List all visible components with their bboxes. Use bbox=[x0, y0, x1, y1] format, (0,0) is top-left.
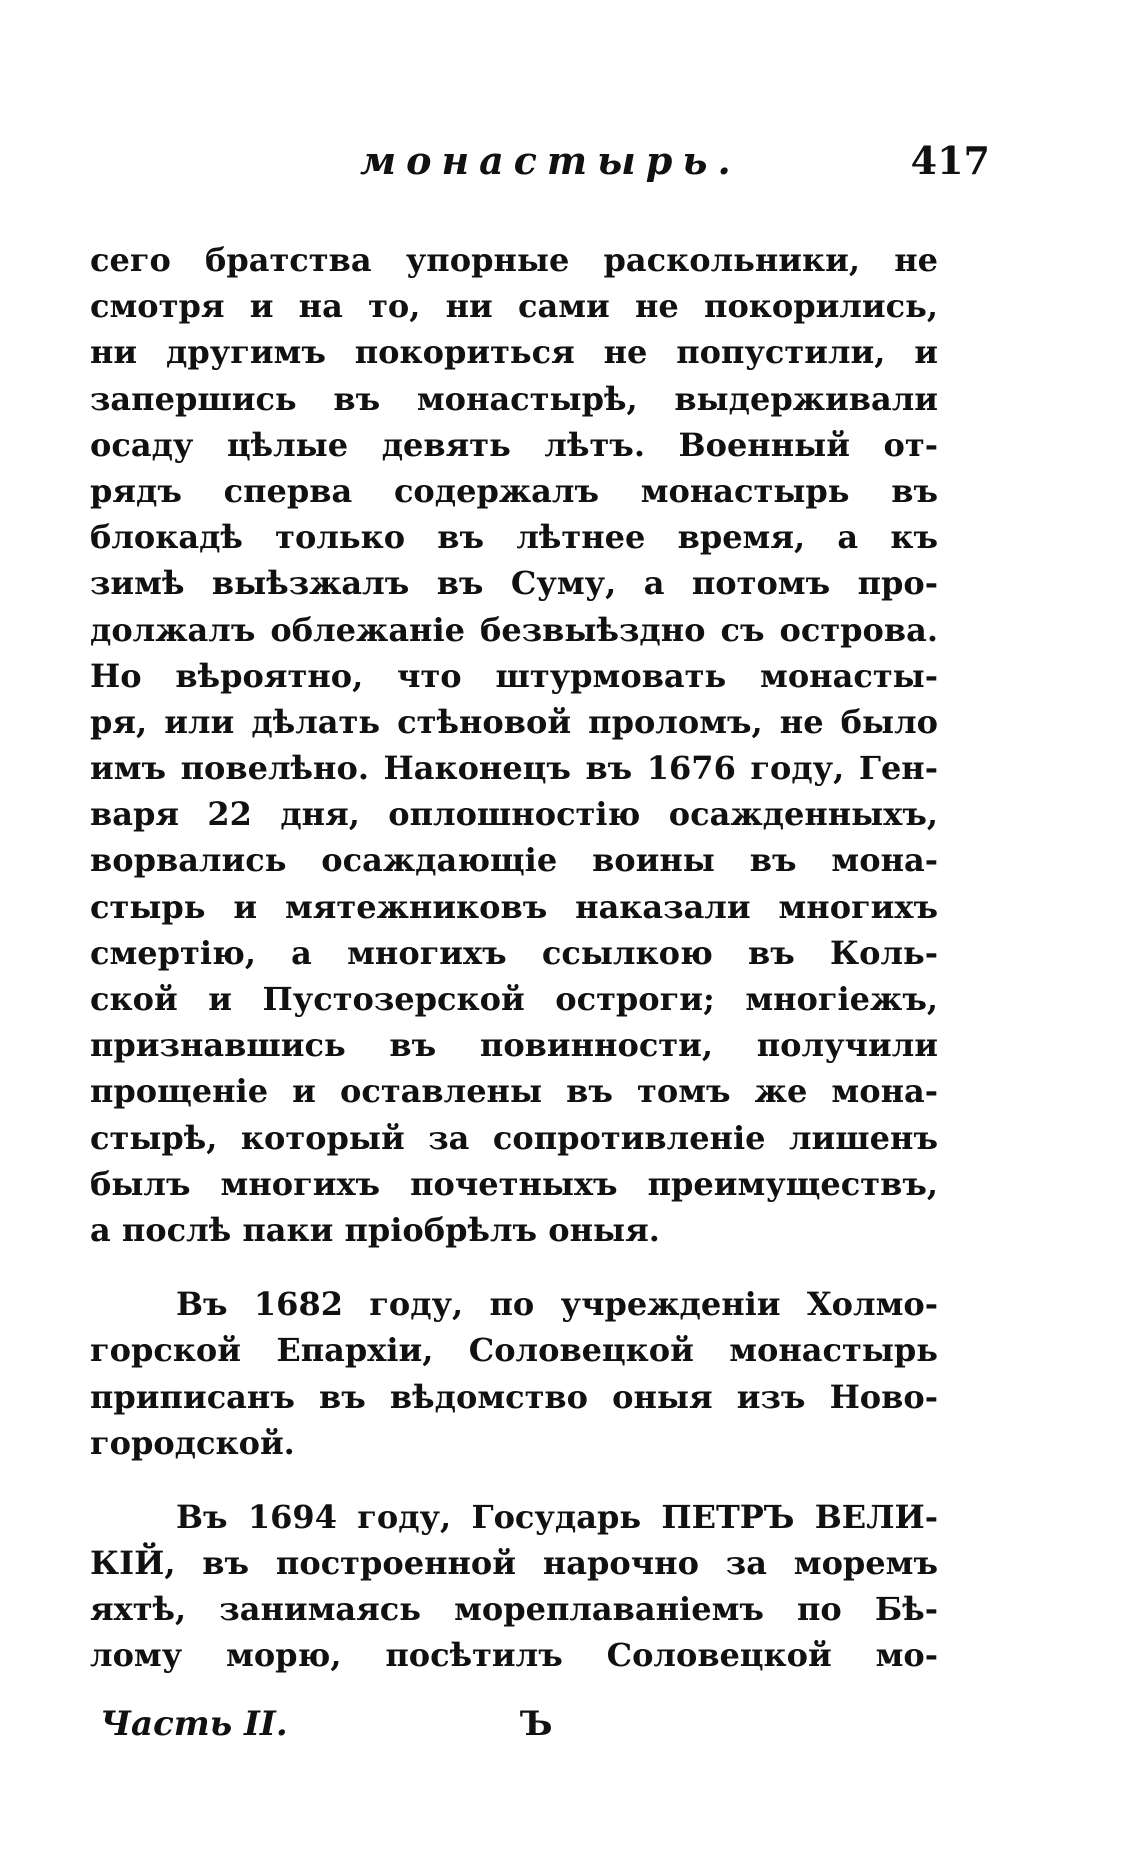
paragraph-2 bbox=[90, 1281, 938, 1466]
text-line: должалъ облежаніе безвыѣздно съ острова. bbox=[90, 610, 938, 649]
text-line: былъ многихъ почетныхъ преимуществъ, bbox=[90, 1164, 938, 1203]
paragraph-1 bbox=[90, 237, 938, 1253]
text-line: прощеніе и оставлены въ томъ же мона- bbox=[90, 1072, 938, 1111]
text-line: лому морю, посѣтилъ Соловецкой мо- bbox=[90, 1636, 938, 1675]
text-line: ря, или дѣлать стѣновой проломъ, не было bbox=[90, 702, 938, 741]
page-footer bbox=[100, 1704, 990, 1754]
running-title: монастырь. bbox=[360, 138, 741, 183]
text-line: стырь и мятежниковъ наказали многихъ bbox=[90, 887, 938, 926]
text-line: имъ повелѣно. Наконецъ въ 1676 году, Ген- bbox=[90, 749, 938, 788]
text-line: Но вѣроятно, что штурмовать монасты- bbox=[90, 656, 938, 695]
text-line: признавшись въ повинности, получили bbox=[90, 1026, 938, 1065]
text-line: варя 22 дня, оплошностію осажденныхъ, bbox=[90, 795, 938, 834]
text-line: горской Епархіи, Соловецкой монастырь bbox=[90, 1331, 938, 1370]
paragraph-gap bbox=[90, 1466, 938, 1494]
text-line: смотря и на то, ни сами не покорились, bbox=[90, 287, 938, 326]
text-line: городской. bbox=[90, 1423, 295, 1462]
page-header bbox=[90, 138, 990, 198]
text-line: Въ 1682 году, по учрежденіи Холмо- bbox=[176, 1285, 938, 1324]
text-line: блокадѣ только въ лѣтнее время, а къ bbox=[90, 518, 938, 557]
text-line: стырѣ, который за сопротивленіе лишенъ bbox=[90, 1118, 938, 1157]
page-body bbox=[90, 237, 938, 1679]
text-line: смертію, а многихъ ссылкою въ Коль- bbox=[90, 933, 938, 972]
page-number: 417 bbox=[910, 138, 990, 183]
text-line: зимѣ выѣзжалъ въ Суму, а потомъ про- bbox=[90, 564, 938, 603]
text-line: ни другимъ покориться не попустили, и bbox=[90, 333, 938, 372]
text-line: ской и Пустозерской остроги; многіежъ, bbox=[90, 980, 938, 1018]
text-line: запершись въ монастырѣ, выдерживали bbox=[90, 379, 938, 418]
signature-label: Часть II. bbox=[100, 1704, 288, 1744]
text-line: а послѣ паки пріобрѣлъ оныя. bbox=[90, 1210, 660, 1249]
text-line: Въ 1694 году, Государь ПЕТРЪ ВЕЛИ- bbox=[176, 1497, 938, 1536]
text-line: приписанъ въ вѣдомство оныя изъ Ново- bbox=[90, 1377, 938, 1416]
signature-mark: Ъ bbox=[520, 1704, 553, 1744]
text-line: рядъ сперва содержалъ монастырь въ bbox=[90, 471, 938, 510]
text-line: сего братства упорные раскольники, не bbox=[90, 241, 938, 279]
paragraph-3 bbox=[90, 1494, 938, 1679]
text-line: яхтѣ, занимаясь мореплаваніемъ по Бѣ- bbox=[90, 1590, 938, 1629]
text-line: осаду цѣлые девять лѣтъ. Военный от- bbox=[90, 425, 938, 464]
text-line: ворвались осаждающіе воины въ мона- bbox=[90, 841, 938, 880]
text-line: КІЙ, въ построенной нарочно за моремъ bbox=[90, 1544, 938, 1583]
paragraph-gap bbox=[90, 1253, 938, 1281]
